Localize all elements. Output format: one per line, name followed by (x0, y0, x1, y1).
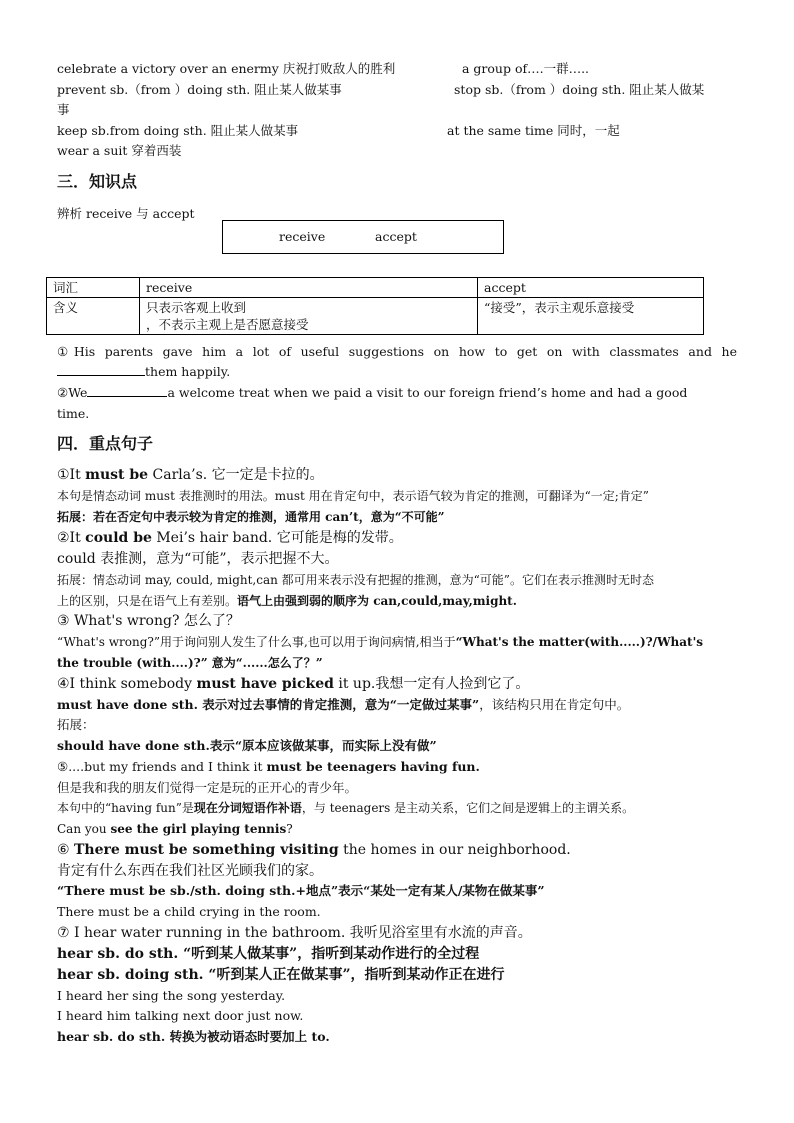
sentence-5: ⑤....but my friends and I think it must be teenagers having fun. (57, 759, 480, 774)
sentence-4: ④I think somebody must have picked it up.我想一定有人捡到它了。 (57, 676, 530, 692)
compare-title: 辨析 receive 与 accept (57, 206, 195, 221)
sentence-2-extension: 拓展：情态动词 may, could, might,can 都可用来表示没有把握的推测，意为“可能”。它们在表示推测时无时态 (57, 573, 654, 587)
sentence-3: ③ What's wrong? 怎么了？ (57, 613, 240, 629)
sentence-4-note: must have done sth. 表示对过去事情的肯定推测，意为“一定做过某事”，该结构只用在肯定句中。 (57, 697, 630, 712)
section-heading-key-sentences: 四．重点句子 (57, 434, 154, 453)
vocab-table (46, 277, 704, 335)
sentence-2-extension-cont: 上的区别，只是在语气上有差别。语气上由强到弱的顺序为 can,could,may,might. (57, 594, 517, 608)
sentence-7: ⑦ I hear water running in the bathroom. 我听见浴室里有水流的声音。 (57, 925, 532, 941)
sentence-7-note-do: hear sb. do sth. “听到某人做某事”，指听到某动作进行的全过程 (57, 946, 480, 962)
phrase-a-group-of: a group of….一群….. (462, 61, 590, 76)
table-cell: 含义 (47, 298, 140, 335)
sentence-5-note: 本句中的“having fun”是现在分词短语作补语，与 teenagers 是主动关系，它们之间是逻辑上的主谓关系。 (57, 801, 635, 815)
section-heading-knowledge: 三．知识点 (57, 172, 138, 191)
word-compare-box (222, 220, 504, 254)
sentence-7-note-passive: hear sb. do sth. 转换为被动语态时要加上 to. (57, 1029, 330, 1044)
answer-blank[interactable] (87, 384, 167, 397)
phrase-stop-from: stop sb.（from ）doing sth. 阻止某人做某 (454, 82, 705, 97)
sentence-6: ⑥ There must be something visiting the homes in our neighborhood. (57, 842, 571, 858)
sentence-6-translation: 肯定有什么东西在我们社区光顾我们的家。 (57, 863, 323, 879)
table-row (47, 298, 704, 335)
sentence-1-note: 本句是情态动词 must 表推测时的用法。must 用在肯定句中，表示语气较为肯定的推测，可翻译为“一定;肯定” (57, 489, 649, 503)
sentence-3-note: “What's wrong?”用于询问别人发生了什么事,也可以用于询问病情,相当于“What's the matter(with.....)?/What's (57, 635, 704, 649)
sentence-6-note: “There must be sb./sth. doing sth.+地点”表示“某处一定有某人/某物在做某事” (57, 883, 545, 898)
sentence-4-extension-should: should have done sth.表示“原本应该做某事，而实际上没有做” (57, 738, 437, 753)
phrase-stop-from-continued: 事 (57, 102, 70, 117)
sentence-6-example: There must be a child crying in the room. (57, 904, 321, 919)
sentence-2: ②It could be Mei’s hair band. 它可能是梅的发带。 (57, 530, 403, 546)
sentence-3-note-cont: the trouble (with....)?” 意为“......怎么了？” (57, 656, 323, 670)
box-word-accept: accept (375, 229, 417, 244)
sentence-5-example: Can you see the girl playing tennis? (57, 822, 293, 836)
table-cell (140, 298, 478, 335)
exercise-1-line1: ①His parents gave him a lot of useful suggestions on how to get on with classmates and he (57, 344, 737, 359)
sentence-5-translation: 但是我和我的朋友们觉得一定是玩的正开心的青少年。 (57, 780, 358, 795)
phrase-prevent-from: prevent sb.（from ）doing sth. 阻止某人做某事 (57, 82, 342, 97)
phrase-celebrate-victory: celebrate a victory over an enermy 庆祝打败敌人的胜利 (57, 61, 396, 76)
table-header-cell: receive (140, 278, 478, 298)
table-header-row (47, 278, 704, 298)
table-header-cell: 词汇 (47, 278, 140, 298)
exercise-2-line2: time. (57, 406, 90, 421)
receive-meaning-line2: ，不表示主观上是否愿意接受 (146, 317, 309, 332)
sentence-2-note: could 表推测，意为“可能”，表示把握不大。 (57, 551, 339, 567)
table-header-cell: accept (478, 278, 704, 298)
box-word-receive: receive (279, 229, 326, 244)
sentence-7-note-doing: hear sb. doing sth. “听到某人正在做某事”，指听到某动作正在进行 (57, 967, 505, 983)
sentence-4-extension: 拓展： (57, 717, 95, 732)
receive-meaning-line1: 只表示客观上收到 (146, 300, 247, 315)
phrase-at-the-same-time: at the same time 同时，一起 (447, 123, 620, 138)
table-cell: “接受”，表示主观乐意接受 (478, 298, 704, 335)
phrase-wear-a-suit: wear a suit 穿着西装 (57, 143, 182, 158)
phrase-keep-from: keep sb.from doing sth. 阻止某人做某事 (57, 123, 299, 138)
answer-blank[interactable] (57, 363, 145, 376)
sentence-1: ①It must be Carla’s. 它一定是卡拉的。 (57, 467, 324, 483)
sentence-7-example-1: I heard her sing the song yesterday. (57, 988, 286, 1003)
exercise-1-line2: them happily. (57, 363, 230, 381)
exercise-2-line1: ②We a welcome treat when we paid a visit to our foreign friend’s home and had a good (57, 385, 688, 400)
sentence-7-example-2: I heard him talking next door just now. (57, 1008, 304, 1023)
sentence-1-extension: 拓展：若在否定句中表示较为肯定的推测，通常用 can’t，意为“不可能” (57, 510, 445, 524)
